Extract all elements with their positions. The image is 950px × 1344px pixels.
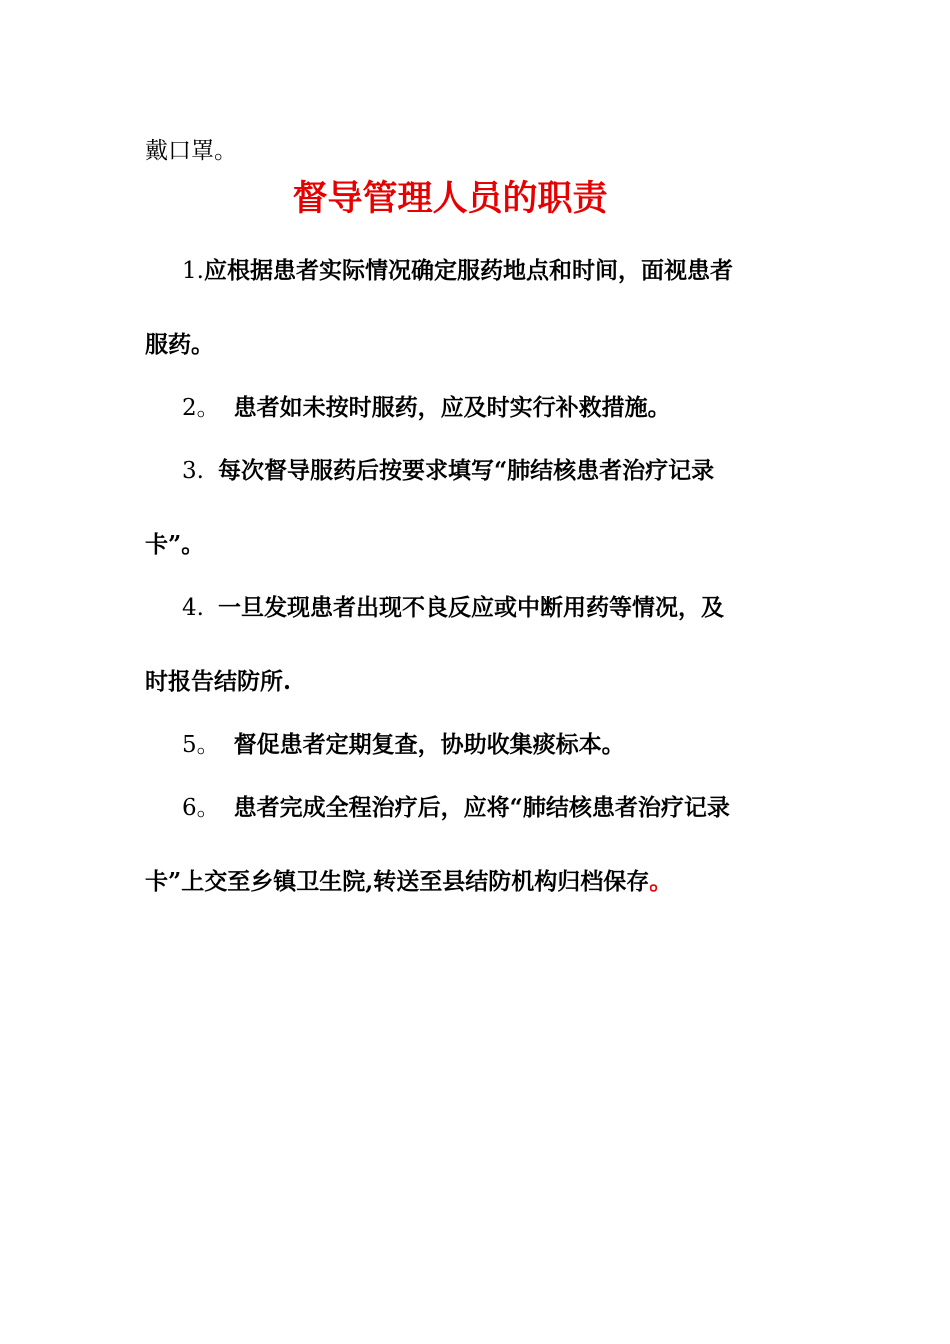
list-item-1 (182, 256, 804, 286)
list-item-2 (182, 393, 671, 423)
list-item-1-continuation: 服药。 (145, 331, 214, 358)
item-number: 5。 (182, 732, 220, 758)
list-item-3 (182, 456, 714, 486)
list-item-6-continuation (145, 867, 672, 897)
item-number: 3. (182, 458, 204, 484)
list-item-5 (182, 730, 625, 760)
item-text: 应根据患者实际情况确定服药地点和时间，面视患者 (203, 257, 733, 284)
red-period: 。 (649, 868, 673, 895)
item-text: 每次督导服药后按要求填写“肺结核患者治疗记录 (217, 457, 715, 484)
item-text: 患者完成全程治疗后，应将“肺结核患者治疗记录 (233, 794, 730, 821)
intro-text: 戴口罩。 (145, 138, 237, 164)
item-number: 2。 (182, 395, 220, 421)
list-item-4-continuation: 时报告结防所. (145, 668, 292, 695)
page-title: 督导管理人员的职责 (292, 179, 608, 219)
list-item-4 (182, 593, 724, 623)
item-number: 1. (182, 258, 204, 284)
item-text: 患者如未按时服药，应及时实行补救措施。 (233, 394, 671, 421)
item-text: 督促患者定期复查，协助收集痰标本。 (233, 731, 625, 758)
list-item-3-continuation: 卡”。 (145, 531, 205, 558)
item-text: 卡”上交至乡镇卫生院,转送至县结防机构归档保存 (145, 868, 650, 895)
item-number: 6。 (182, 795, 220, 821)
item-text: 一旦发现患者出现不良反应或中断用药等情况，及 (217, 594, 724, 621)
list-item-6 (182, 793, 730, 823)
item-number: 4. (182, 595, 204, 621)
